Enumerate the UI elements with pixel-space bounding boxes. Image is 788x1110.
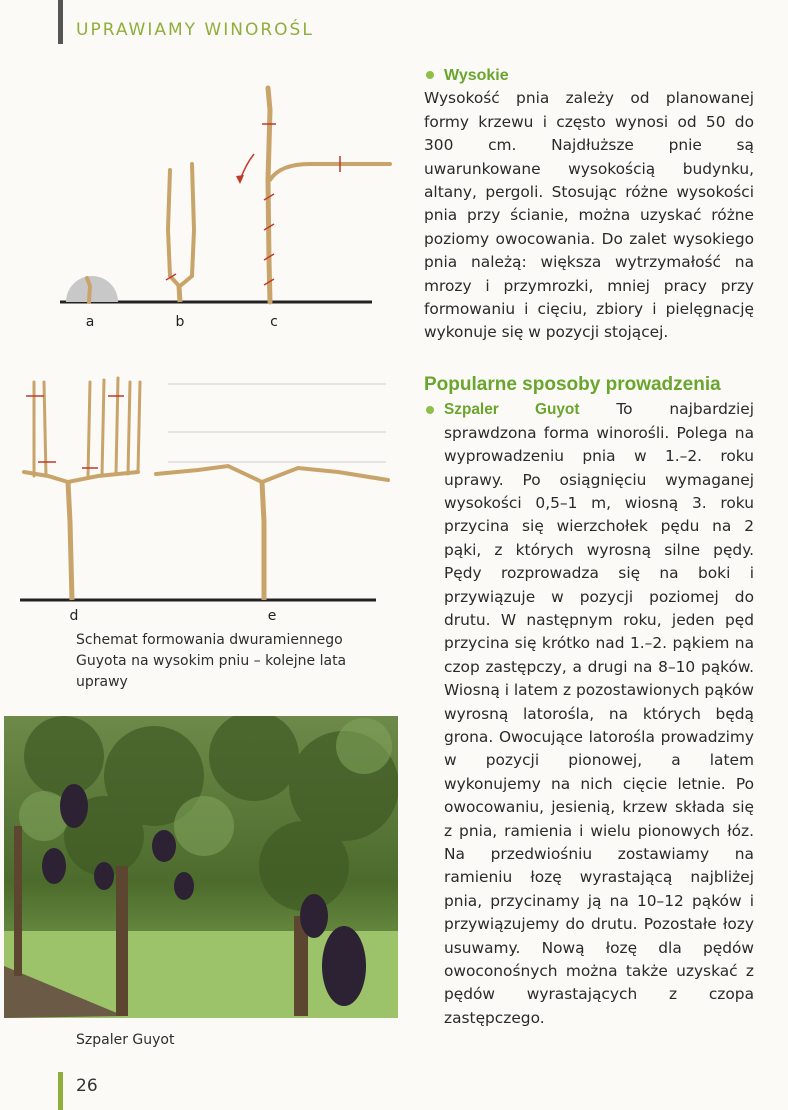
soil-mound xyxy=(66,276,118,302)
bullet-heading-wysokie: Wysokie xyxy=(424,64,754,87)
section-title: Popularne sposoby prowadzenia xyxy=(424,373,721,395)
vine-b-trunk xyxy=(179,286,180,302)
photo-caption: Szpaler Guyot xyxy=(76,1032,175,1048)
bullet-icon xyxy=(426,71,434,79)
vine-d-trunk xyxy=(68,482,72,600)
vineyard-photo xyxy=(4,716,398,1018)
bullet-icon xyxy=(426,406,434,414)
guyot-text: To najbardziej sprawdzona forma winorośli. Polega na wyprowadzeniu pnia w 1.–2. roku uprawy. Po osiągnięciu wymaganej wysokości 0,5–1 m, wiosną 3. roku przycina się wierzchołek pędu na 2 pąki, z których wyrosną silne pędy. Pędy rozprowadza się na boki i przywiązuje w pozycji poziomej do drutu. W następnym roku, jeden pęd przycina się krótko nad 1.–2. pąkiem na czop zastępczy, a drugi na 8–10 pąków. Wiosną i latem z pozostawionych pąków wyrosną latorośla, na których będą grona. Owocujące latorośla prowadzimy w pozycji pionowej, a latem wykonujemy na nich cięcie letnie. Po owocowaniu, jesienią, krzew składa się z pnia, ramienia i wielu pionowych łóz. Na przedwiośniu zostawiamy na ramieniu łozę wyrastającą najbliżej pnia, przycinamy ją na 10–12 pąków i przywiązujemy do drutu. Pozostałe łozy usuwamy. Nową łozę dla pędów owoconośnych można także uzyskać z pędów wyrastających z czopa zastępczego. xyxy=(444,400,754,1027)
figure-caption: Schemat formowania dwuramiennego Guyota na wysokim pniu – kolejne lata uprawy xyxy=(76,632,347,690)
guyot-block xyxy=(424,398,754,1030)
footer-accent-bar xyxy=(58,1072,63,1110)
label-b: b xyxy=(175,314,185,330)
paragraph-wysokie: Wysokość pnia zależy od planowanej formy krzewu i często wynosi od 50 do 300 cm. Najdłuższe pnie są uwarunkowane wysokością budynku, altany, pergoli. Stosując różne wysokości pnia przy ścianie, można uzyskać różne poziomy owocowania. Do zalet wysokiego pnia należą: większa wytrzymałość na mrozy i przymrozki, mniej pracy przy formowaniu i cięciu, zbiory i pielęgnację wykonuje się w pozycji stojącej. xyxy=(424,89,754,342)
vine-e-trunk xyxy=(262,482,264,600)
label-c: c xyxy=(270,314,278,330)
diagram-middle xyxy=(18,372,398,622)
vine-b-left xyxy=(168,170,179,286)
running-header: UPRAWIAMY WINOROŚL xyxy=(76,20,314,40)
vine-b-right xyxy=(180,164,194,286)
label-d: d xyxy=(69,608,79,622)
vine-e-arms xyxy=(156,466,388,482)
label-e: e xyxy=(267,608,277,622)
vine-d-arms xyxy=(24,472,138,482)
bullet-heading-guyot: Szpaler Guyot xyxy=(444,401,580,419)
vine-c-arm xyxy=(270,164,390,180)
paragraph-guyot xyxy=(444,398,754,1030)
diagram-top xyxy=(40,80,400,330)
vine-c-trunk xyxy=(268,88,270,302)
page-number: 26 xyxy=(76,1076,98,1096)
main-text-column xyxy=(424,64,754,1046)
label-a: a xyxy=(85,314,95,330)
header-accent-bar xyxy=(58,0,63,44)
